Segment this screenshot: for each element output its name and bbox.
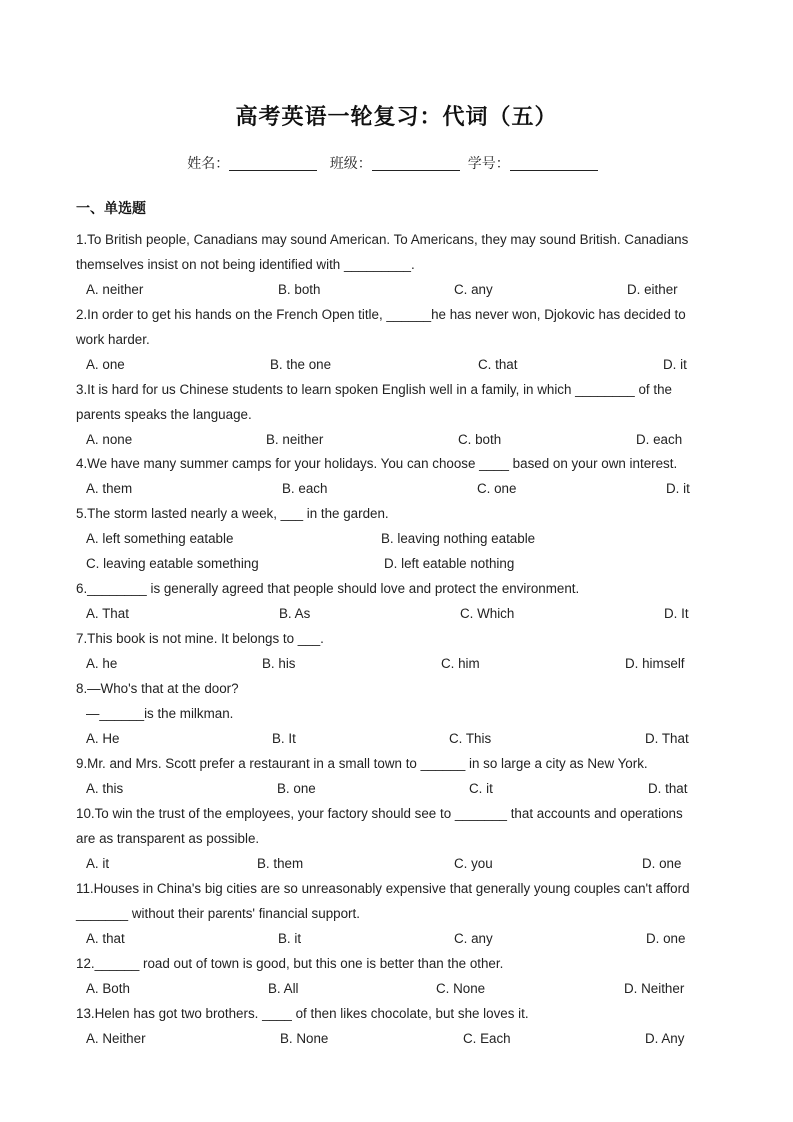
question-2-line-1: 2.In order to get his hands on the French Open title, ______he has never won, Djokovic has decided to bbox=[76, 307, 686, 322]
q11-option-c[interactable]: C. any bbox=[454, 931, 493, 946]
id-blank[interactable] bbox=[510, 156, 598, 171]
class-blank[interactable] bbox=[372, 156, 460, 171]
q12-option-c[interactable]: C. None bbox=[436, 981, 486, 996]
class-label: 班级： bbox=[329, 156, 372, 172]
page-title: 高考英语一轮复习：代词（五） bbox=[235, 105, 558, 130]
id-label: 学号： bbox=[467, 156, 510, 172]
q1-option-c[interactable]: C. any bbox=[454, 282, 493, 297]
q4-option-d[interactable]: D. it bbox=[666, 481, 690, 496]
q10-option-d[interactable]: D. one bbox=[642, 856, 682, 871]
q13-option-a[interactable]: A. Neither bbox=[86, 1031, 146, 1046]
q4-option-a[interactable]: A. them bbox=[86, 481, 133, 496]
q9-option-a[interactable]: A. this bbox=[86, 781, 124, 796]
q6-option-c[interactable]: C. Which bbox=[460, 606, 515, 621]
q13-option-c[interactable]: C. Each bbox=[463, 1031, 511, 1046]
q4-option-b[interactable]: B. each bbox=[282, 481, 328, 496]
q3-option-a[interactable]: A. none bbox=[86, 432, 133, 447]
q7-option-c[interactable]: C. him bbox=[441, 656, 480, 671]
question-2-line-2: work harder. bbox=[76, 332, 150, 347]
q11-option-a[interactable]: A. that bbox=[86, 931, 125, 946]
question-11-line-2: _______ without their parents' financial support. bbox=[76, 906, 360, 921]
q2-option-b[interactable]: B. the one bbox=[270, 357, 332, 372]
q5-option-b[interactable]: B. leaving nothing eatable bbox=[381, 531, 536, 546]
question-7-line-1: 7.This book is not mine. It belongs to ___. bbox=[76, 631, 324, 646]
q1-option-d[interactable]: D. either bbox=[627, 282, 678, 297]
question-8-line-1: 8.—Who's that at the door? bbox=[76, 681, 239, 696]
q6-option-b[interactable]: B. As bbox=[279, 606, 311, 621]
q5-option-a[interactable]: A. left something eatable bbox=[86, 531, 234, 546]
q12-option-d[interactable]: D. Neither bbox=[624, 981, 685, 996]
question-13-line-1: 13.Helen has got two brothers. ____ of then likes chocolate, but she loves it. bbox=[76, 1006, 529, 1021]
section-title: 一、单选题 bbox=[76, 201, 146, 217]
question-1-line-2: themselves insist on not being identified with _________. bbox=[76, 257, 415, 272]
q2-option-c[interactable]: C. that bbox=[478, 357, 518, 372]
q11-option-b[interactable]: B. it bbox=[278, 931, 302, 946]
q6-option-d[interactable]: D. It bbox=[664, 606, 689, 621]
question-12-line-1: 12.______ road out of town is good, but this one is better than the other. bbox=[76, 956, 504, 971]
student-info-row bbox=[0, 153, 793, 173]
q7-option-a[interactable]: A. he bbox=[86, 656, 118, 671]
q8-option-d[interactable]: D. That bbox=[645, 731, 689, 746]
q7-option-d[interactable]: D. himself bbox=[625, 656, 685, 671]
q8-option-b[interactable]: B. It bbox=[272, 731, 296, 746]
q13-option-b[interactable]: B. None bbox=[280, 1031, 329, 1046]
name-blank[interactable] bbox=[229, 156, 317, 171]
q2-option-a[interactable]: A. one bbox=[86, 357, 125, 372]
q7-option-b[interactable]: B. his bbox=[262, 656, 296, 671]
q10-option-a[interactable]: A. it bbox=[86, 856, 110, 871]
question-5-line-1: 5.The storm lasted nearly a week, ___ in the garden. bbox=[76, 506, 389, 521]
q10-option-c[interactable]: C. you bbox=[454, 856, 493, 871]
name-label: 姓名： bbox=[187, 156, 230, 172]
q8-option-c[interactable]: C. This bbox=[449, 731, 492, 746]
q10-option-b[interactable]: B. them bbox=[257, 856, 304, 871]
q13-option-d[interactable]: D. Any bbox=[645, 1031, 685, 1046]
question-3-line-1: 3.It is hard for us Chinese students to learn spoken English well in a family, in which ________ of the bbox=[76, 382, 672, 397]
question-4-line-1: 4.We have many summer camps for your holidays. You can choose ____ based on your own interest. bbox=[76, 456, 678, 471]
q5-option-d[interactable]: D. left eatable nothing bbox=[384, 556, 515, 571]
question-10-line-1: 10.To win the trust of the employees, your factory should see to _______ that accounts and operations bbox=[76, 806, 683, 821]
question-9-line-1: 9.Mr. and Mrs. Scott prefer a restaurant in a small town to ______ in so large a city as New York. bbox=[76, 756, 648, 771]
q12-option-a[interactable]: A. Both bbox=[86, 981, 130, 996]
q2-option-d[interactable]: D. it bbox=[663, 357, 687, 372]
q9-option-d[interactable]: D. that bbox=[648, 781, 688, 796]
question-3-line-2: parents speaks the language. bbox=[76, 407, 252, 422]
q1-option-b[interactable]: B. both bbox=[278, 282, 321, 297]
q3-option-c[interactable]: C. both bbox=[458, 432, 502, 447]
q9-option-b[interactable]: B. one bbox=[277, 781, 316, 796]
q5-option-c[interactable]: C. leaving eatable something bbox=[86, 556, 259, 571]
question-11-line-1: 11.Houses in China's big cities are so unreasonably expensive that generally young couples can't afford bbox=[76, 881, 690, 896]
question-10-line-2: are as transparent as possible. bbox=[76, 831, 260, 846]
q11-option-d[interactable]: D. one bbox=[646, 931, 686, 946]
q4-option-c[interactable]: C. one bbox=[477, 481, 517, 496]
q3-option-d[interactable]: D. each bbox=[636, 432, 683, 447]
q12-option-b[interactable]: B. All bbox=[268, 981, 299, 996]
q9-option-c[interactable]: C. it bbox=[469, 781, 493, 796]
question-1-line-1: 1.To British people, Canadians may sound American. To Americans, they may sound British. Canadians bbox=[76, 232, 689, 247]
q1-option-a[interactable]: A. neither bbox=[86, 282, 144, 297]
q3-option-b[interactable]: B. neither bbox=[266, 432, 324, 447]
question-6-line-1: 6.________ is generally agreed that people should love and protect the environment. bbox=[76, 581, 580, 596]
q8-option-a[interactable]: A. He bbox=[86, 731, 120, 746]
question-8-line-2: —______is the milkman. bbox=[86, 706, 234, 721]
q6-option-a[interactable]: A. That bbox=[86, 606, 129, 621]
